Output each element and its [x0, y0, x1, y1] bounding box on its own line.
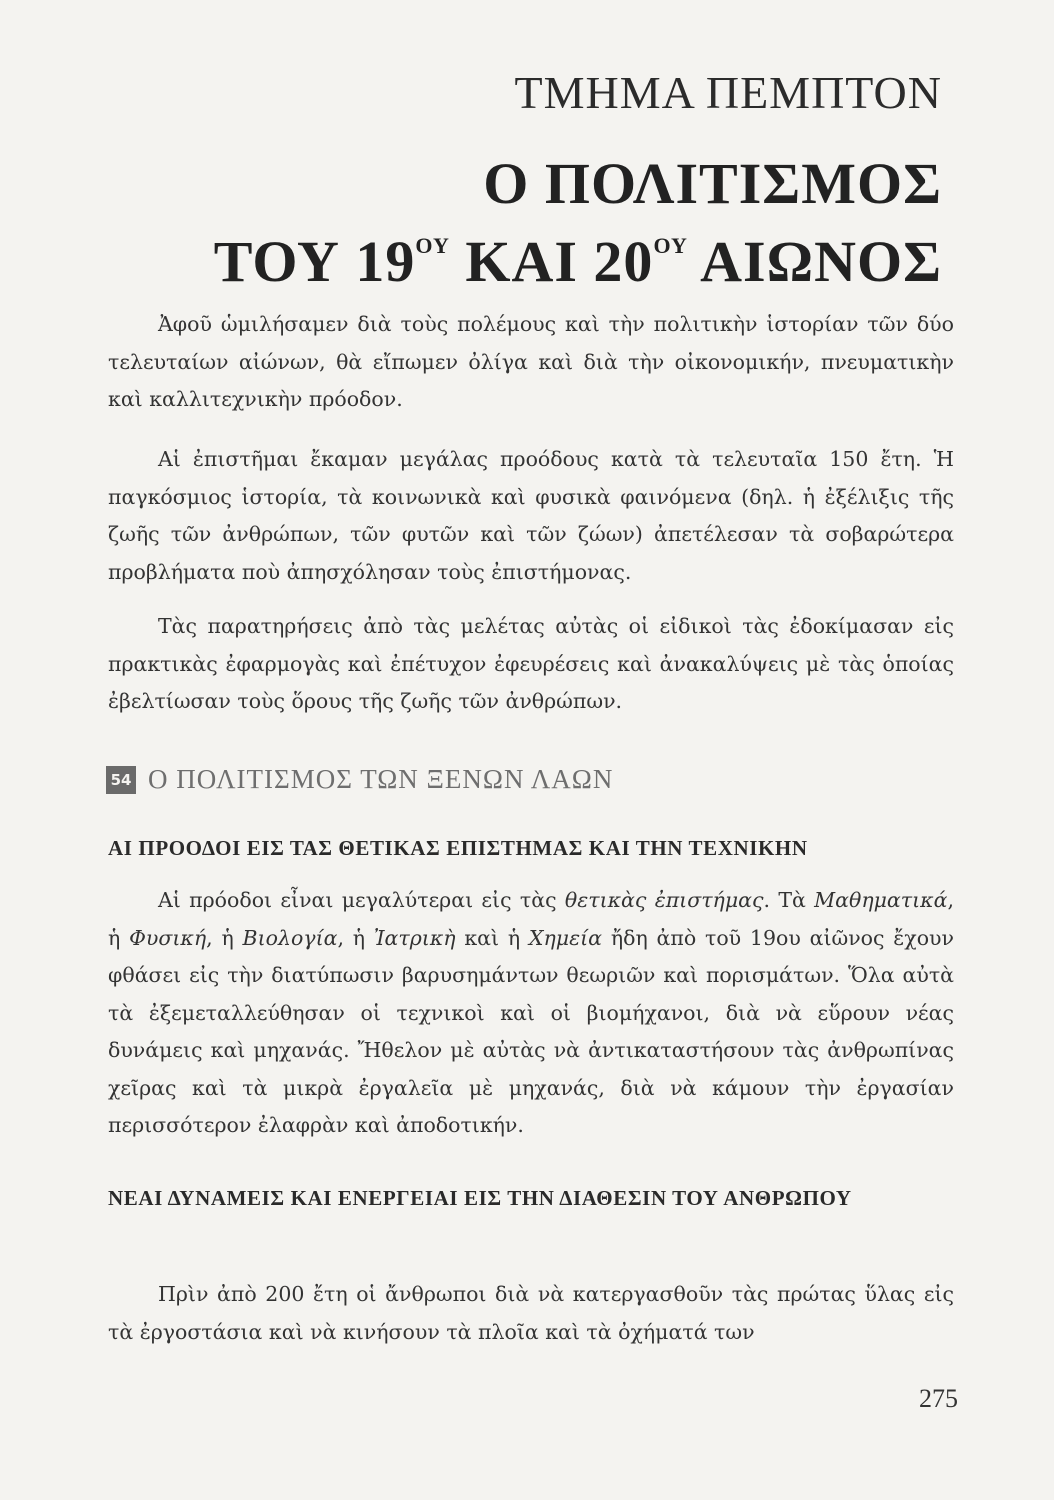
- section-54-header: [106, 764, 613, 795]
- subsection-heading-energies: ΝΕΑΙ ΔΥΝΑΜΕΙΣ ΚΑΙ ΕΝΕΡΓΕΙΑΙ ΕΙΣ ΤΗΝ ΔΙΑΘΕΣΙΝ ΤΟΥ ΑΝΘΡΩΠΟΥ: [108, 1186, 852, 1210]
- emphasis-medicine: Ἰατρικὴ: [373, 925, 456, 950]
- text-run: , ἡ: [337, 925, 374, 950]
- intro-paragraph-3: Τὰς παρατηρήσεις ἀπὸ τὰς μελέτας αὐτὰς οἱ εἰδικοὶ τὰς ἐδοκίμασαν εἰς πρακτικὰς ἐφαρμογὰς καὶ ἐπέτυχον ἐφευρέσεις καὶ ἀνακαλύψεις μὲ τὰς ὁποίας ἐβελτίωσαν τοὺς ὅρους τῆς ζωῆς τῶν ἀνθρώπων.: [108, 614, 954, 713]
- emphasis-biology: Βιολογία: [242, 925, 338, 950]
- text-run: , ἡ: [206, 925, 243, 950]
- page-number: 275: [919, 1384, 958, 1413]
- section-number-badge: 54: [106, 766, 136, 794]
- title-part-c: ΑΙΩΝΟΣ: [687, 229, 942, 294]
- intro-paragraph-2: Αἱ ἐπιστῆμαι ἔκαμαν μεγάλας προόδους κατὰ τὰ τελευταῖα 150 ἔτη. Ἡ παγκόσμιος ἱστορία, τὰ κοινωνικὰ καὶ φυσικὰ φαινόμενα (δηλ. ἡ ἐξέλιξις τῆς ζωῆς τῶν ἀνθρώπων, τῶν φυτῶν καὶ τῶν ζώων) ἀπετέλεσαν τὰ σοβαρώτερα προβλήματα ποὺ ἀπησχόλησαν τοὺς ἐπιστήμονας.: [108, 447, 954, 584]
- text-run: Αἱ πρόοδοι εἶναι μεγαλύτεραι εἰς τὰς: [158, 888, 565, 912]
- text-run: . Τὰ: [763, 888, 815, 912]
- chapter-title-line-2: [214, 228, 942, 295]
- text-run: ἤδη ἀπὸ τοῦ 19ου αἰῶνος ἔχουν φθάσει εἰς τὴν διατύπωσιν βαρυσημάντων θεωριῶν καὶ πορισμάτων. Ὅλα αὐτὰ τὰ ἐξεμεταλλεύθησαν οἱ τεχνικοὶ καὶ οἱ βιομήχανοι, διὰ νὰ εὕρουν νέας δυνάμεις καὶ μηχανάς. Ἤθελον μὲ αὐτὰς νὰ ἀντικαταστήσουν τὰς ἀνθρωπίνας χεῖρας καὶ τὰ μικρὰ ἐργαλεῖα μὲ μηχανάς, διὰ νὰ κάμουν τὴν ἐργασίαν περισσότερον ἐλαφρὰν καὶ ἀποδοτικήν.: [108, 925, 954, 1137]
- emphasis-mathematics: Μαθηματικά: [814, 888, 948, 912]
- section-label: ΤΜΗΜΑ ΠΕΜΠΤΟΝ: [514, 67, 942, 118]
- sciences-paragraph: [108, 882, 954, 1145]
- emphasis-positive-sciences: θετικὰς ἐπιστήμας: [564, 888, 764, 912]
- section-54-title: Ο ΠΟΛΙΤΙΣΜΟΣ ΤΩΝ ΞΕΝΩΝ ΛΑΩΝ: [148, 764, 614, 794]
- title-part-a: ΤΟΥ 19: [213, 229, 416, 294]
- subsection-heading-sciences: ΑΙ ΠΡΟΟΔΟΙ ΕΙΣ ΤΑΣ ΘΕΤΙΚΑΣ ΕΠΙΣΤΗΜΑΣ ΚΑΙ ΤΗΝ ΤΕΧΝΙΚΗΝ: [108, 836, 808, 860]
- energies-paragraph: Πρὶν ἀπὸ 200 ἔτη οἱ ἄνθρωποι διὰ νὰ κατεργασθοῦν τὰς πρώτας ὕλας εἰς τὰ ἐργοστάσια καὶ νὰ κινήσουν τὰ πλοῖα καὶ τὰ ὀχήματά των: [108, 1282, 954, 1344]
- chapter-title-line-1: Ο ΠΟΛΙΤΙΣΜΟΣ: [483, 151, 942, 216]
- text-run: , ἡ: [108, 888, 954, 950]
- ordinal-suffix-20: ΟΥ: [653, 233, 688, 258]
- title-part-b: ΚΑΙ 20: [449, 229, 654, 294]
- emphasis-chemistry: Χημεία: [528, 925, 603, 950]
- text-run: καὶ ἡ: [455, 925, 529, 950]
- ordinal-suffix-19: ΟΥ: [415, 233, 450, 258]
- intro-paragraph-1: Ἀφοῦ ὡμιλήσαμεν διὰ τοὺς πολέμους καὶ τὴν πολιτικὴν ἱστορίαν τῶν δύο τελευταίων αἰώνων, θὰ εἴπωμεν ὀλίγα καὶ διὰ τὴν οἰκονομικήν, πνευματικὴν καὶ καλλιτεχνικὴν πρόοδον.: [108, 312, 954, 411]
- emphasis-physics: Φυσική: [129, 925, 207, 950]
